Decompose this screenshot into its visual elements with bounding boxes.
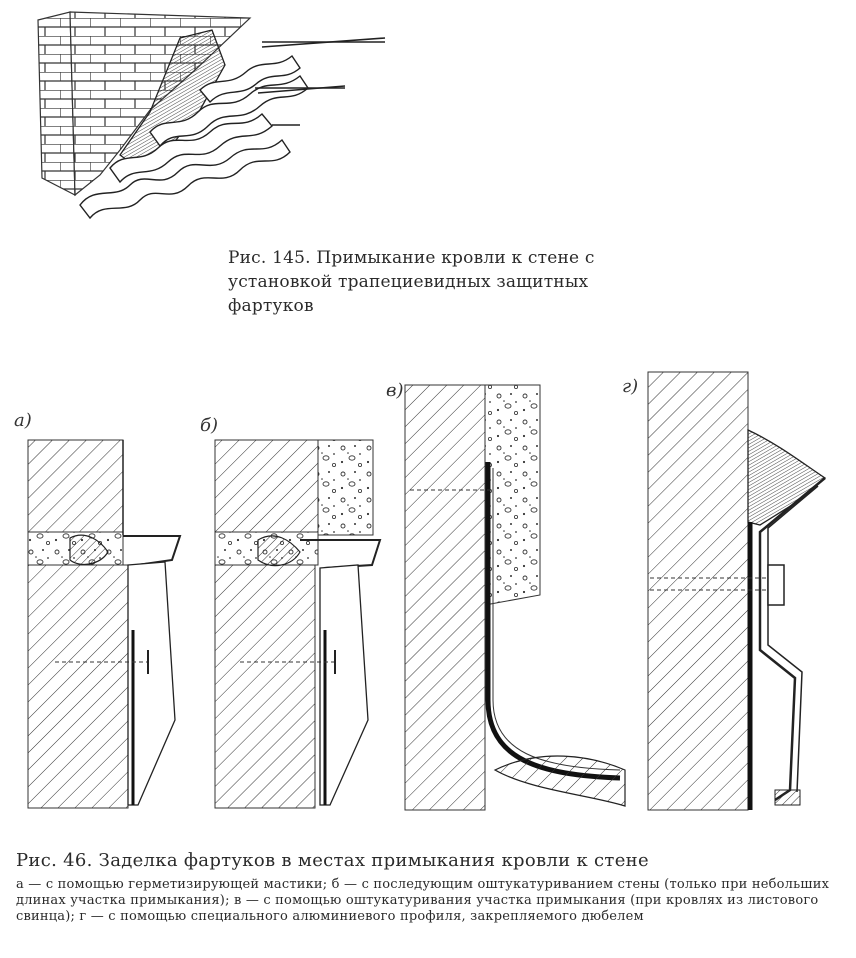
- figure-145-illustration: [38, 12, 385, 218]
- panel-v-label: в): [386, 380, 404, 401]
- brick-wall-side: [38, 12, 75, 195]
- panel-g-label: г): [622, 376, 639, 397]
- wall-lower-hatch: [215, 565, 315, 808]
- panel-g-drawing: [648, 372, 825, 810]
- figure-46-legend: а — с помощью герметизирующей мастики; б — с последующим оштукатуриванием стены (только при небольших длинах участка примыкания); в — с помощью оштукатуривания участка примыкания (при кровлях из листового свинца); г — с помощью специального алюминиевого профиля, закрепляемого дюбелем: [16, 877, 830, 924]
- wall-upper-hatch: [215, 440, 318, 532]
- panel-b-label: б): [200, 415, 219, 436]
- figure-46-title: Рис. 46. Заделка фартуков в местах примыкания кровли к стене: [16, 850, 649, 871]
- roof-base: [495, 756, 625, 806]
- apron-sheet: [128, 562, 175, 805]
- panel-a-label: а): [14, 410, 32, 431]
- wall-hatch: [648, 372, 748, 810]
- plaster-layer: [318, 440, 373, 535]
- wall-lower-hatch: [28, 565, 128, 808]
- figure-145-caption: Рис. 145. Примыкание кровли к стене с установкой трапециевидных защитных фартуков: [228, 248, 595, 316]
- apron-sheet: [320, 565, 368, 805]
- panel-a-drawing: [28, 440, 180, 808]
- roof-battens: [255, 38, 385, 125]
- panel-b-drawing: [215, 440, 380, 808]
- wall-upper-hatch: [28, 440, 123, 532]
- panel-v-drawing: [405, 385, 625, 810]
- dowel-head: [768, 565, 784, 605]
- wall-hatch: [405, 385, 485, 810]
